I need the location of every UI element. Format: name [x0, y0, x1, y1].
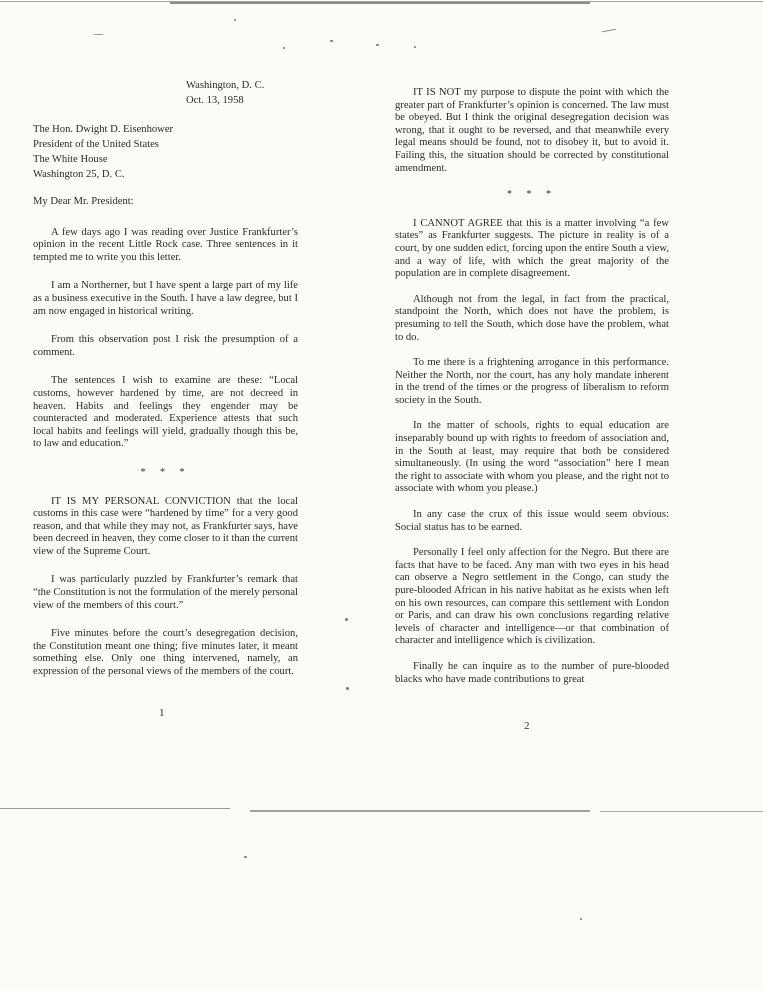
scan-speck: [283, 47, 285, 49]
page-number-1: 1: [159, 707, 165, 719]
paragraph: IT IS NOT my purpose to dispute the point with which the greater part of Frankfurter’s opinion is concerned. The law must be obeyed. But I think the original desegregation decision was wrong, that it ought to be reversed, and that meanwhile every legal means should be found, not to disobey it, but to avoid it. Failing this, the situation should be corrected by constitutional amendment.: [395, 87, 669, 174]
scan-speck: [234, 19, 236, 21]
paragraph: Finally he can inquire as to the number of pure-blooded blacks who have made contributions to great: [395, 660, 669, 685]
paragraph: Five minutes before the court’s desegregation decision, the Constitution meant one thing; five minutes later, it meant something else. Only one thing intervened, namely, an expression of the personal views of the members of the court.: [33, 628, 298, 678]
letter-page-2: [395, 87, 669, 686]
scan-speck: [330, 40, 333, 42]
scan-speck: [346, 687, 349, 690]
paragraph: In any case the crux of this issue would seem obvious: Social status has to be earned.: [395, 509, 669, 533]
paragraph: From this observation post I risk the presumption of a comment.: [33, 334, 298, 358]
paragraph: Personally I feel only affection for the Negro. But there are facts that have to be faced. Any man with two eyes in his head can observe a Negro settlement in the Congo, can study the pure-blooded African in his native habitat as he exists when left on his own resources, can compare this settlement with London or Paris, and can draw his own conclusions regarding relative levels of character and intelligence—or that combination of character and intelligence which is civilization.: [395, 547, 669, 647]
section-separator: * * *: [507, 189, 557, 201]
paragraph: In the matter of schools, rights to equal education are inseparably bound up with rights to freedom of association and, in the South at least, may require that both be considered simultaneously. (In using the word “association” here I mean the right to associate with whom you please, and the right not to associate with whom you please.): [395, 420, 669, 495]
address-line: Washington 25, D. C.: [33, 169, 125, 180]
scan-rule-bottom-3: [600, 811, 763, 812]
scan-speck: [244, 856, 247, 858]
scan-mark: [602, 29, 616, 32]
page-number-2: 2: [524, 720, 530, 732]
scan-speck: [580, 918, 582, 920]
dateline-date: Oct. 13, 1958: [186, 95, 244, 106]
section-separator: * * *: [140, 466, 191, 478]
dateline-place: Washington, D. C.: [186, 80, 265, 91]
paragraph: IT IS MY PERSONAL CONVICTION that the local customs in this case were “hardened by time” for a very good reason, and that while they may not, as Frankfurter says, have been decreed in heaven, they come closer to it than the current view of the Supreme Court.: [33, 495, 298, 557]
scan-mark: [94, 34, 103, 35]
dateline: [186, 78, 298, 108]
address-line: The White House: [33, 154, 108, 165]
recipient-address: [33, 122, 298, 182]
letter-page-1: [33, 78, 298, 679]
scan-rule-bottom: [0, 808, 230, 809]
scan-rule-bottom-2: [250, 810, 590, 812]
scan-edge-top-dark: [170, 2, 590, 4]
salutation: My Dear Mr. President:: [33, 196, 134, 207]
address-line: President of the United States: [33, 139, 159, 150]
paragraph: Although not from the legal, in fact from the practical, standpoint the North, which does not have the problem, is presuming to tell the South, which dose have the problem, what to do.: [395, 293, 669, 343]
paragraph: A few days ago I was reading over Justice Frankfurter’s opinion in the recent Little Rock case. Three sentences in it tempted me to write you this letter.: [33, 226, 298, 263]
paragraph: I am a Northerner, but I have spent a large part of my life as a business executive in the South. I have a law degree, but I am now engaged in historical writing.: [33, 280, 298, 317]
paragraph: To me there is a frightening arrogance in this performance. Neither the North, nor the court, has any holy mandate inherent in the trend of the times or the progress of liberalism to reform society in the South.: [395, 357, 669, 406]
paragraph: I CANNOT AGREE that this is a matter involving “a few states” as Frankfurter suggests. The picture in reality is of a court, by one sudden edict, forcing upon the entire South a view, and a way of life, with which the great majority of the population are in complete disagreement.: [395, 217, 669, 280]
paragraph: The sentences I wish to examine are these: “Local customs, however hardened by time, are not decreed in heaven. Habits and feelings they engender may be counteracted and moderated. Experience attests that such local habits and feelings will yield, gradually though this be, to law and education.”: [33, 375, 298, 450]
scan-speck: [345, 618, 348, 621]
address-line: The Hon. Dwight D. Eisenhower: [33, 124, 174, 135]
paragraph: I was particularly puzzled by Frankfurter’s remark that “the Constitution is not the formulation of the merely personal view of the members of this court.”: [33, 574, 298, 611]
scan-speck: [376, 44, 379, 46]
scan-speck: [414, 46, 416, 48]
